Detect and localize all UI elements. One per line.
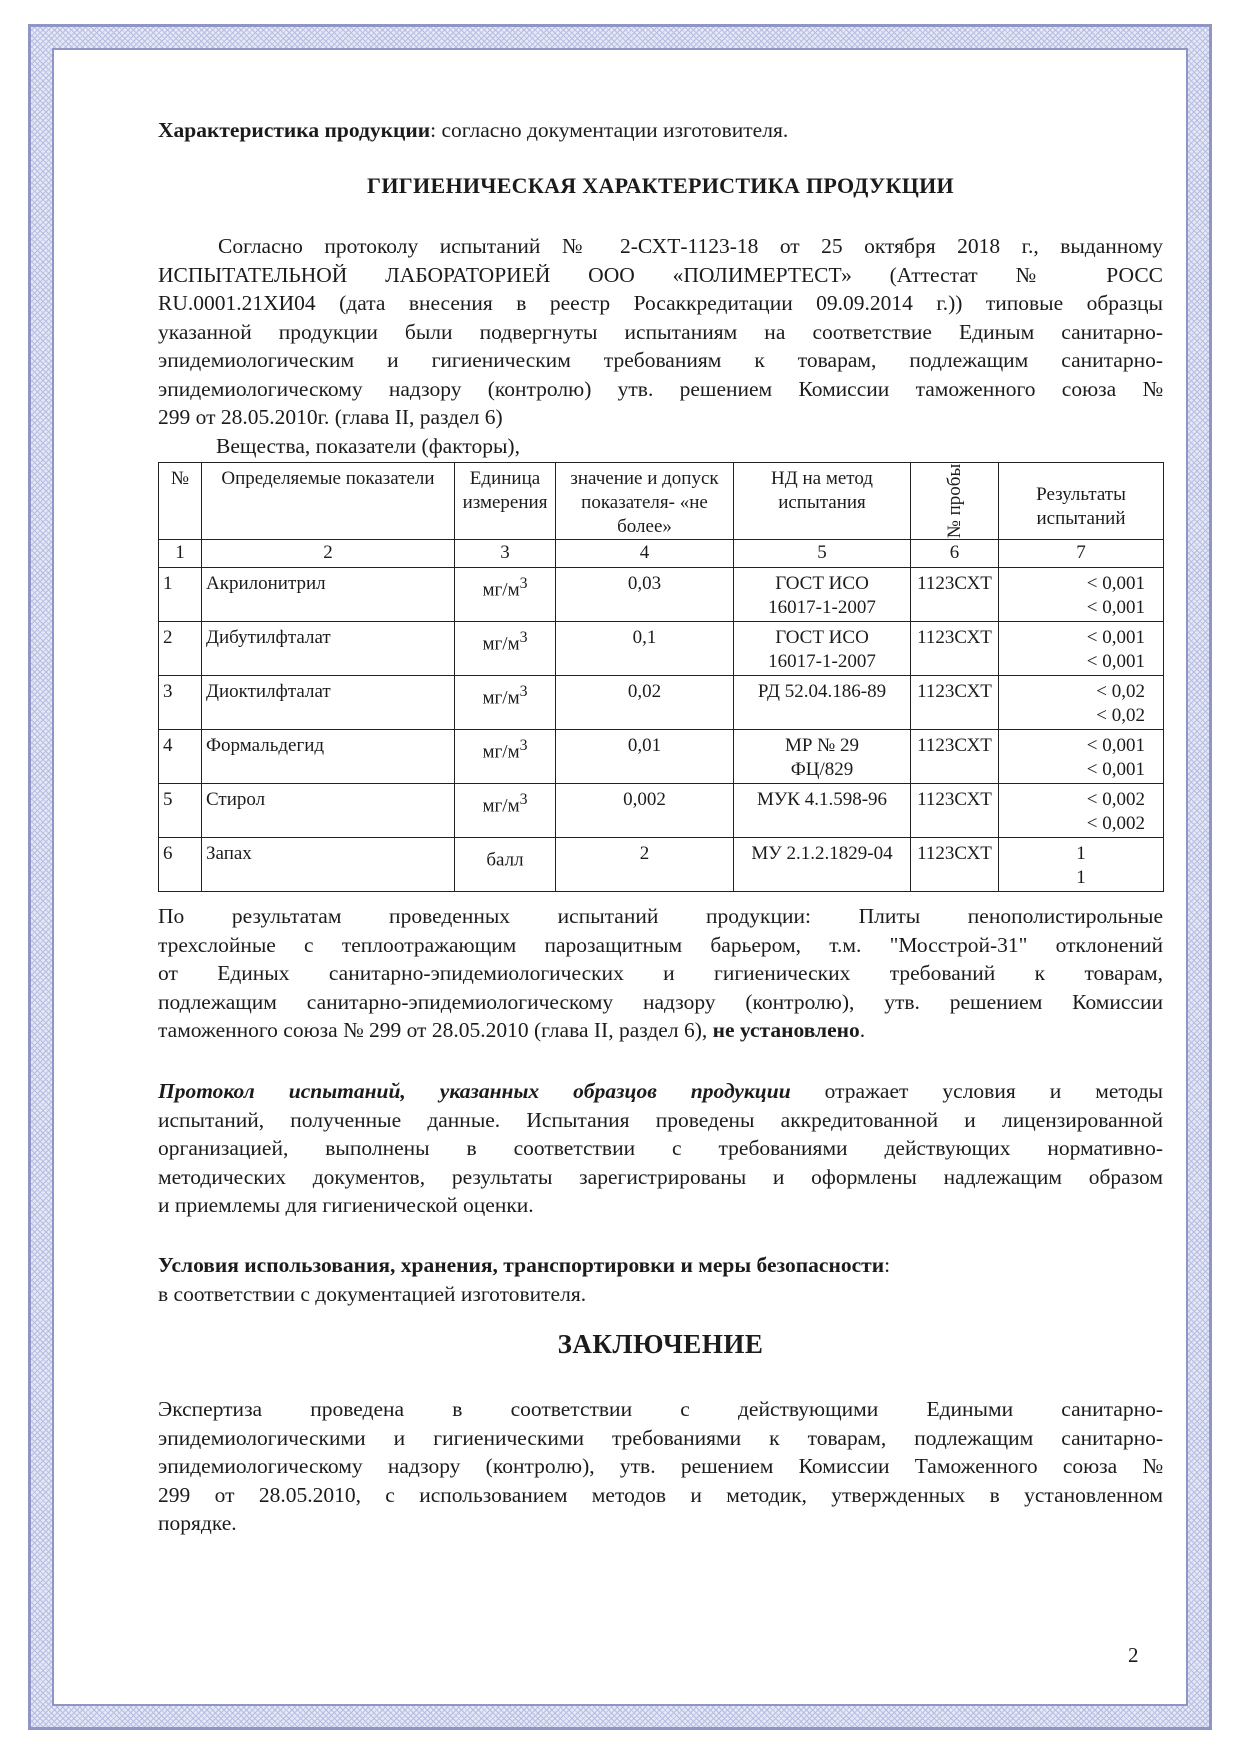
note-emphasis: Протокол испытаний, указанных образцов продукции [158,1079,791,1103]
results-paragraph [158,902,1163,1045]
unit-sup: 3 [519,575,528,592]
indicator-name: Стирол [202,784,455,838]
column-number-row [159,540,1164,568]
result [999,784,1164,838]
result-line: 1 [1076,843,1086,864]
method-line: МУК 4.1.598-96 [756,789,888,810]
results-line: от Единых санитарно-эпидемиологических и гигиенических требований к товарам, [158,961,1163,985]
unit [455,676,556,730]
conclusion-line: эпидемиологическими и гигиеническими требованиями к товарам, подлежащим санитарно- [158,1425,1163,1450]
results-period: . [859,1018,866,1042]
note-line: и приемлемы для гигиенической оценки. [158,1193,534,1217]
conclusion-paragraph [158,1395,1163,1538]
product-characteristic-label: Характеристика продукции [158,118,431,142]
header-indicator: Определяемые показатели [202,463,455,540]
column-number: 6 [911,540,999,568]
method [734,838,911,892]
results-table [158,462,1164,892]
protocol-line: эпидемиологическому надзору (контролю) утв. решением Комиссии таможенного союза № [158,376,1163,401]
substances-label: Вещества, показатели (факторы), [216,434,520,458]
sample-id: 1123СХТ [911,784,999,838]
table-row [159,622,1164,676]
protocol-note [158,1077,1163,1220]
conclusion-line: эпидемиологическому надзору (контролю), утв. решением Комиссии Таможенного союза № [158,1454,1163,1478]
table-row [159,784,1164,838]
usage-label: Условия использования, хранения, транспортировки и меры безопасности [158,1253,885,1277]
column-number: 1 [159,540,202,568]
indicator-name: Акрилонитрил [202,568,455,622]
unit-text: мг/м [482,633,520,655]
column-number: 4 [556,540,734,568]
results-line: подлежащим санитарно-эпидемиологическому надзору (контролю), утв. решением Комиссии [158,989,1163,1014]
column-number: 3 [455,540,556,568]
row-number: 6 [159,838,202,892]
product-characteristic-text: : согласно документации изготовителя. [430,118,789,142]
result [999,622,1164,676]
header-num: № [159,463,202,540]
usage-text: в соответствии с документацией изготовителя. [158,1281,587,1306]
result [999,730,1164,784]
header-sample-cell [911,463,999,540]
unit-text: мг/м [482,687,520,709]
limit-value: 0,002 [556,784,734,838]
method-line: ФЦ/829 [790,759,854,780]
result-line: < 0,001 [1086,651,1145,672]
limit-value: 0,03 [556,568,734,622]
header-limit: значение и допуск показателя- «не более» [556,463,734,540]
indicator-name: Дибутилфталат [202,622,455,676]
table-row [159,568,1164,622]
header-method: НД на метод испытания [734,463,911,540]
result-line: < 0,001 [1086,573,1145,594]
method-line: МР № 29 [784,735,860,756]
row-number: 3 [159,676,202,730]
table-header-row [159,463,1164,540]
limit-value: 0,1 [556,622,734,676]
note-line: испытаний, полученные данные. Испытания проведены аккредитованной и лицензированной [158,1107,1163,1132]
conclusion-line: 299 от 28.05.2010, с использованием методов и методик, утвержденных в установленном [158,1482,1163,1507]
protocol-paragraph [158,232,1163,432]
method-line: ГОСТ ИСО [775,627,869,648]
result-line: < 0,001 [1086,759,1145,780]
header-results: Результаты испытаний [999,463,1164,540]
section-title: ГИГИЕНИЧЕСКАЯ ХАРАКТЕРИСТИКА ПРОДУКЦИИ [367,173,954,198]
row-number: 1 [159,568,202,622]
sample-id: 1123СХТ [911,568,999,622]
indicator-name: Запах [202,838,455,892]
protocol-line: указанной продукции были подвергнуты испытаниям на соответствие Единым санитарно- [158,319,1163,344]
indicator-name: Диоктилфталат [202,676,455,730]
unit-sup: 3 [519,791,528,808]
conclusion-line: порядке. [158,1511,237,1535]
usage-colon: : [884,1253,891,1277]
unit [455,568,556,622]
result-line: < 0,001 [1086,627,1145,648]
note-text: отражает условия и методы [790,1079,1163,1103]
method-line: 16017-1-2007 [768,651,876,672]
protocol-line: ИСПЫТАТЕЛЬНОЙ ЛАБОРАТОРИЕЙ ООО «ПОЛИМЕРТЕСТ» (Аттестат № РОСС [158,262,1163,287]
column-number: 7 [999,540,1164,568]
conclusion-title: ЗАКЛЮЧЕНИЕ [557,1329,764,1359]
result [999,838,1164,892]
header-unit: Единица измерения [455,463,556,540]
unit [455,730,556,784]
result-line: < 0,02 [1096,705,1145,726]
unit [455,622,556,676]
sample-id: 1123СХТ [911,676,999,730]
table-row [159,676,1164,730]
limit-value: 2 [556,838,734,892]
row-number: 2 [159,622,202,676]
table-row [159,730,1164,784]
result-line: 1 [1076,867,1086,888]
page-number: 2 [1128,1643,1139,1667]
method-line: МУ 2.1.2.1829-04 [751,843,893,864]
result-line: < 0,002 [1086,789,1145,810]
unit-sup: 3 [519,629,528,646]
product-characteristic [158,116,1163,145]
unit-text: мг/м [482,579,520,601]
result [999,676,1164,730]
sample-id: 1123СХТ [911,838,999,892]
method [734,676,911,730]
result-line: < 0,002 [1086,813,1145,834]
unit-text: мг/м [482,741,520,763]
method [734,622,911,676]
unit-text: мг/м [482,795,520,817]
conclusion-line: Экспертиза проведена в соответствии с действующими Едиными санитарно- [158,1397,1163,1421]
note-line [158,1077,1163,1106]
note-line: методических документов, результаты зарегистрированы и оформлены надлежащим образом [158,1164,1163,1189]
protocol-line: Согласно протоколу испытаний № 2-СХТ-1123-18 от 25 октября 2018 г., выданному [218,234,1163,258]
row-number: 5 [159,784,202,838]
limit-value: 0,01 [556,730,734,784]
result-line: < 0,001 [1086,597,1145,618]
note-line: организацией, выполнены в соответствии с требованиями действующих нормативно- [158,1136,1163,1160]
method [734,730,911,784]
row-number: 4 [159,730,202,784]
sample-id: 1123СХТ [911,730,999,784]
indicator-name: Формальдегид [202,730,455,784]
results-verdict: не установлено [712,1018,860,1042]
results-line [158,1016,1163,1045]
result-line: < 0,02 [1096,681,1145,702]
column-number: 2 [202,540,455,568]
method [734,784,911,838]
method-line: РД 52.04.186-89 [757,681,887,702]
results-last-text: таможенного союза № 299 от 28.05.2010 (глава II, раздел 6), [158,1018,713,1042]
table-row [159,838,1164,892]
method-line: 16017-1-2007 [768,597,876,618]
column-number: 5 [734,540,911,568]
header-sample: № пробы [943,463,965,539]
result [999,568,1164,622]
usage-conditions [158,1251,1163,1308]
results-line: По результатам проведенных испытаний продукции: Плиты пенополистирольные [158,904,1163,928]
unit [455,784,556,838]
method [734,568,911,622]
protocol-line: RU.0001.21ХИ04 (дата внесения в реестр Росаккредитации 09.09.2014 г.)) типовые образцы [158,291,1163,315]
protocol-line: эпидемиологическим и гигиеническим требованиям к товарам, подлежащим санитарно- [158,348,1163,372]
unit [455,838,556,892]
unit-sup: 3 [519,683,528,700]
sample-id: 1123СХТ [911,622,999,676]
method-line: ГОСТ ИСО [775,573,869,594]
unit-text: балл [486,849,524,871]
result-line: < 0,001 [1086,735,1145,756]
results-line: трехслойные с теплоотражающим парозащитным барьером, т.м. "Мосстрой-31" отклонений [158,932,1163,957]
protocol-line: 299 от 28.05.2010г. (глава II, раздел 6) [158,405,503,429]
limit-value: 0,02 [556,676,734,730]
usage-heading [158,1251,1163,1280]
unit-sup: 3 [519,737,528,754]
